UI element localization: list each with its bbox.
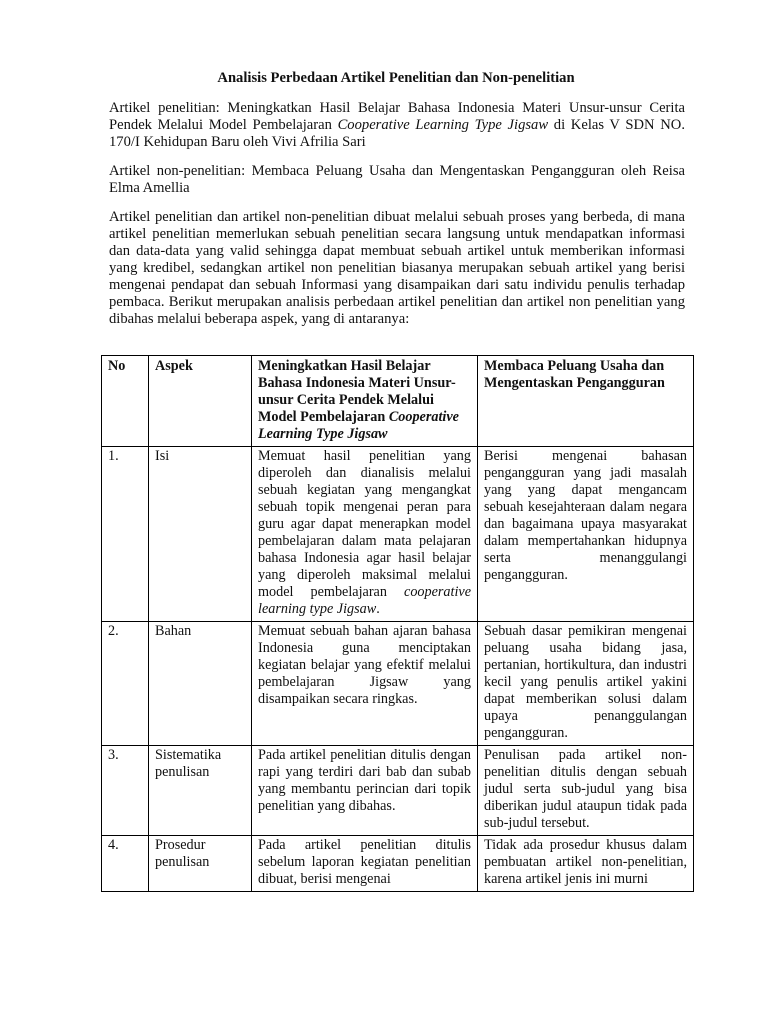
research-article-italic: Cooperative Learning Type Jigsaw bbox=[337, 117, 549, 133]
document-title: Analisis Perbedaan Artikel Penelitian dan Non-penelitian bbox=[217, 70, 575, 86]
cell-research: Pada artikel penelitian ditulis dengan rapi yang terdiri dari bab dan subab yang membantu perincian dari topik penelitian yang dibahas. bbox=[252, 746, 478, 836]
cell-aspek: Sistematika penulisan bbox=[149, 746, 252, 836]
header-non-research-article: Membaca Peluang Usaha dan Mengentaskan Pengangguran bbox=[478, 356, 694, 447]
cell-no: 4. bbox=[102, 836, 149, 892]
header-research-italic: Cooperative Learning Type Jigsaw bbox=[258, 409, 459, 442]
cell-research: Pada artikel penelitian ditulis sebelum laporan kegiatan penelitian dibuat, berisi mengenai bbox=[252, 836, 478, 892]
header-research-article bbox=[252, 356, 478, 447]
table-row bbox=[102, 746, 694, 836]
cell-non-research: Berisi mengenai bahasan pengangguran yang jadi masalah yang yang dapat mengancam sebuah kesejahteraan dalam negara dan bagaimana upaya masyarakat dalam mempertahankan hidupnya serta menanggulangi pengangguran. bbox=[478, 447, 694, 622]
comparison-table bbox=[101, 355, 694, 892]
cell-aspek: Isi bbox=[149, 447, 252, 622]
header-aspek: Aspek bbox=[149, 356, 252, 447]
header-research-text: Meningkatkan Hasil Belajar Bahasa Indonesia Materi Unsur-unsur Cerita Pendek Melalui Model Pembelajaran bbox=[258, 358, 456, 425]
cell-research-text: Memuat hasil penelitian yang diperoleh dan dianalisis melalui sebuah kegiatan yang mengangkat sebuah topik mengenai peran para guru agar dapat menerapkan model pembelajaran dalam mata pelajaran bahasa Indonesia agar hasil belajar yang diperoleh maksimal melalui model pembelajaran bbox=[258, 448, 471, 600]
cell-research-end: . bbox=[376, 601, 380, 617]
cell-aspek: Bahan bbox=[149, 622, 252, 746]
non-research-article-paragraph: Artikel non-penelitian: Membaca Peluang Usaha dan Mengentaskan Pengangguran oleh Reisa Elma Amellia bbox=[109, 163, 685, 196]
cell-non-research: Sebuah dasar pemikiran mengenai peluang usaha bidang jasa, pertanian, hortikultura, dan industri kecil yang penulis artikel yakini dapat memberikan solusi dalam upaya penanggulangan pengangguran. bbox=[478, 622, 694, 746]
intro-paragraph: Artikel penelitian dan artikel non-penelitian dibuat melalui sebuah proses yang berbeda, di mana artikel penelitian memerlukan sebuah penelitian secara langsung untuk mendapatkan informasi dan data-data yang valid sehingga dapat membuat sebuah artikel untuk memberikan informasi yang kredibel, sedangkan artikel non penelitian biasanya merupakan sebuah artikel yang berisi mengenai pendapat dan sebuah Informasi yang disampaikan dari satu individu penulis terhadap pembaca. Berikut merupakan analisis perbedaan artikel penelitian dan artikel non penelitian yang dibahas melalui beberapa aspek, yang di antaranya: bbox=[109, 209, 685, 327]
table-row bbox=[102, 447, 694, 622]
cell-aspek: Prosedur penulisan bbox=[149, 836, 252, 892]
research-article-text-end: di Kelas V SDN NO. 170/I Kehidupan Baru oleh Vivi Afrilia Sari bbox=[109, 117, 685, 150]
table-row bbox=[102, 622, 694, 746]
header-no: No bbox=[102, 356, 149, 447]
cell-no: 1. bbox=[102, 447, 149, 622]
research-article-text: Artikel penelitian: Meningkatkan Hasil Belajar Bahasa Indonesia Materi Unsur-unsur Cerita Pendek Melalui Model Pembelajaran bbox=[109, 100, 685, 133]
cell-research-italic: cooperative learning type Jigsaw bbox=[258, 584, 471, 617]
research-article-paragraph bbox=[109, 100, 685, 151]
cell-non-research: Penulisan pada artikel non-penelitian ditulis dengan sebuah judul serta sub-judul yang bisa diberikan judul ataupun tidak pada sub-judul tersebut. bbox=[478, 746, 694, 836]
cell-research: Memuat sebuah bahan ajaran bahasa Indonesia guna menciptakan kegiatan belajar yang efektif melalui pembelajaran Jigsaw yang disampaikan secara ringkas. bbox=[252, 622, 478, 746]
cell-no: 2. bbox=[102, 622, 149, 746]
cell-non-research: Tidak ada prosedur khusus dalam pembuatan artikel non-penelitian, karena artikel jenis ini murni bbox=[478, 836, 694, 892]
cell-no: 3. bbox=[102, 746, 149, 836]
table-row bbox=[102, 836, 694, 892]
cell-research bbox=[252, 447, 478, 622]
table-header-row bbox=[102, 356, 694, 447]
